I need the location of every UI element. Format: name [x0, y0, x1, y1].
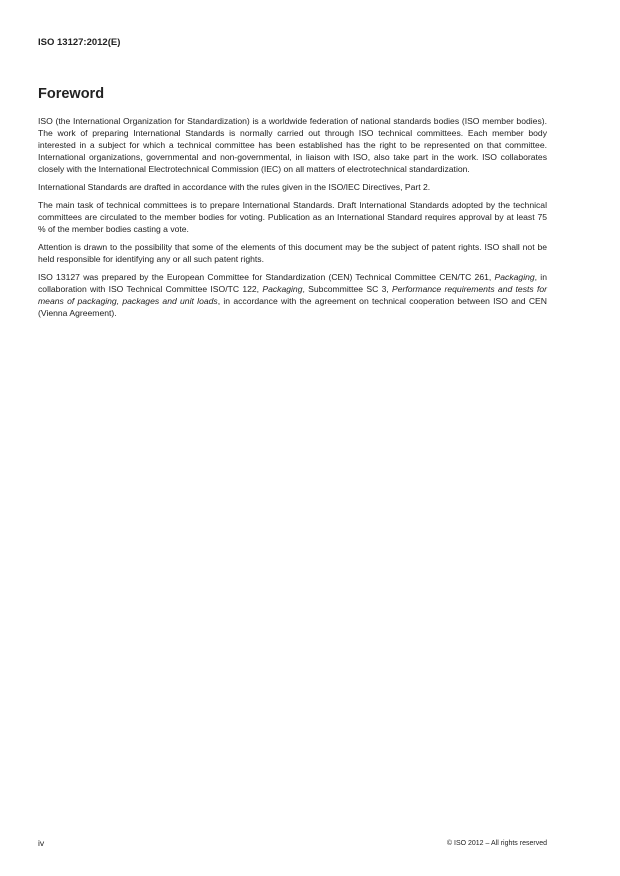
- italic-text: Packaging: [494, 272, 535, 282]
- paragraph: The main task of technical committees is to prepare International Standards. Draft International Standards adopted by the technical committees are circulated to the member bodies for voting. Publication as an International Standard requires approval by at least 75 % of the member bodies casting a vote.: [38, 200, 547, 234]
- foreword-body: [38, 115, 547, 325]
- text: ISO 13127 was prepared by the European Committee for Standardization (CEN) Technical Committee CEN/TC 261,: [38, 272, 495, 282]
- paragraph: Attention is drawn to the possibility that some of the elements of this document may be the subject of patent rights. ISO shall not be held responsible for identifying any or all such patent rights.: [38, 242, 547, 264]
- copyright: © ISO 2012 – All rights reserved: [446, 840, 547, 847]
- section-title: Foreword: [38, 86, 105, 102]
- paragraph: International Standards are drafted in accordance with the rules given in the ISO/IEC Directives, Part 2.: [38, 182, 431, 192]
- text: , in accordance with the agreement on technical cooperation between ISO and CEN (Vienna Agreement).: [38, 296, 547, 318]
- italic-text: Performance requirements and tests for means of packaging, packages and unit loads: [38, 284, 547, 306]
- italic-text: Packaging: [262, 284, 303, 294]
- text: , in collaboration with ISO Technical Committee ISO/TC 122,: [38, 272, 547, 294]
- paragraph-prepared-by: [38, 271, 547, 319]
- paragraph: ISO (the International Organization for Standardization) is a worldwide federation of national standards bodies (ISO member bodies). The work of preparing International Standards is normally carried out through ISO technical committees. Each member body interested in a subject for which a technical committee has been established has the right to be represented on that committee. International organizations, governmental and non-governmental, in liaison with ISO, also take part in the work. ISO collaborates closely with the International Electrotechnical Commission (IEC) on all matters of electrotechnical standardization.: [38, 116, 547, 174]
- page-number: iv: [38, 838, 45, 848]
- document-id-header: ISO 13127:2012(E): [38, 37, 121, 48]
- text: , Subcommittee SC 3,: [302, 284, 393, 294]
